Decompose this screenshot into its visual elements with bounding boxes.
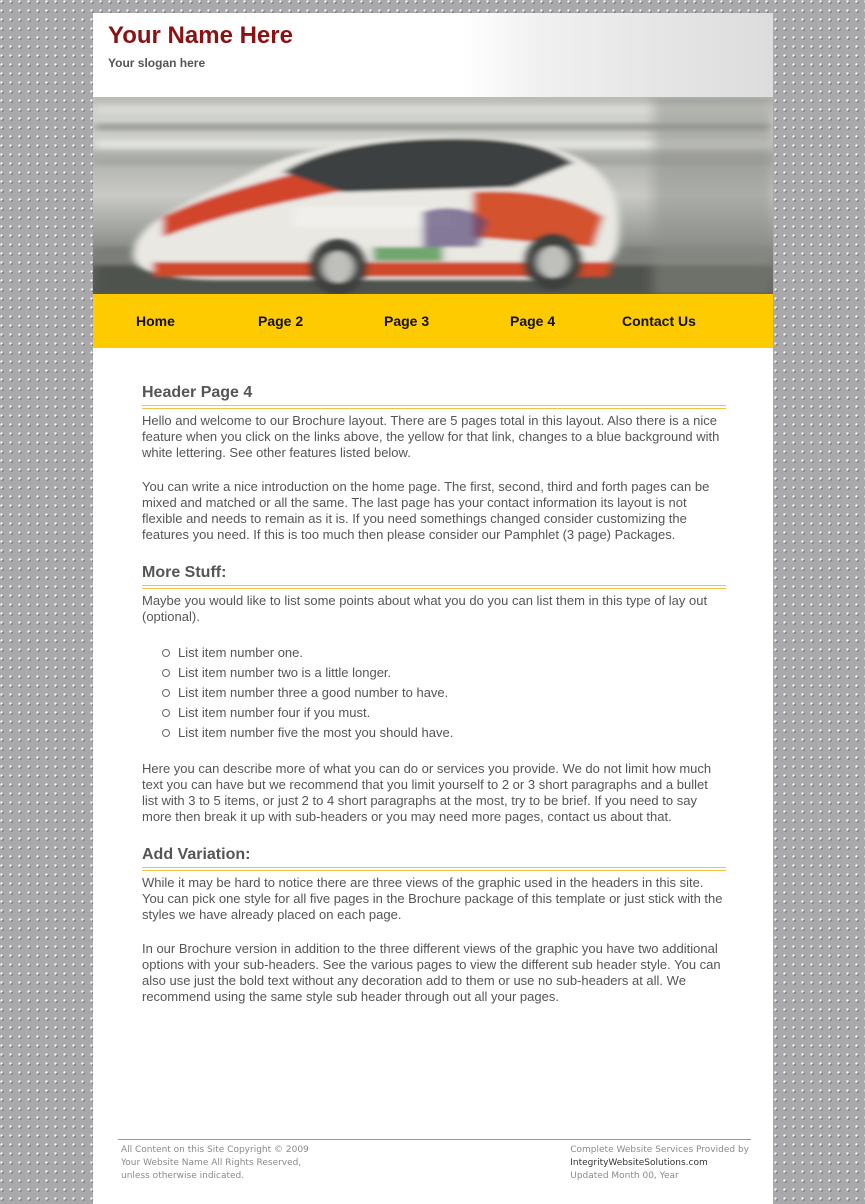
- site-header: [93, 13, 773, 97]
- circle-bullet-icon: [162, 709, 170, 717]
- site-footer: [118, 1139, 751, 1181]
- header-banner-image: [93, 97, 773, 294]
- footer-copyright-line: All Content on this Site Copyright © 2009: [121, 1145, 309, 1155]
- section-title-add-variation: Add Variation:: [142, 845, 726, 871]
- race-car-illustration: [93, 97, 773, 294]
- more-stuff-intro: Maybe you would like to list some points about what you do you can list them in this type of lay out (optional).: [142, 593, 708, 624]
- list-item: [162, 663, 726, 683]
- circle-bullet-icon: [162, 649, 170, 657]
- nav-page-2[interactable]: Page 2: [258, 313, 304, 329]
- nav-home[interactable]: Home: [136, 313, 175, 329]
- variation-paragraph: While it may be hard to notice there are three views of the graphic used in the headers in this site. You can pick one style for all five pages in the Brochure package of this template or just stick with the styles we have already placed on each page.: [142, 875, 723, 922]
- list-item: [162, 683, 726, 703]
- site-name: Your Name Here: [108, 22, 293, 49]
- section-title-header-page-4: Header Page 4: [142, 383, 726, 409]
- nav-page-3[interactable]: Page 3: [384, 313, 430, 329]
- intro-paragraph: You can write a nice introduction on the home page. The first, second, third and forth pages can be mixed and matched or all the same. The last page has your contact information its layout is not flexible and needs to remain as it is. If you need somethings changed consider customizing the features you need. If this is too much then please consider our Pamphlet (3 page) Packages.: [142, 479, 710, 542]
- list-item-text: List item number one.: [178, 645, 304, 660]
- footer-copyright: [121, 1144, 309, 1183]
- list-item: [162, 643, 726, 663]
- footer-updated-line: Updated Month 00, Year: [570, 1171, 679, 1181]
- list-item-text: List item number three a good number to have.: [178, 685, 449, 700]
- list-item: [162, 703, 726, 723]
- footer-credit-line: Complete Website Services Provided by: [570, 1145, 749, 1155]
- list-item: [162, 723, 726, 743]
- site-slogan: Your slogan here: [108, 56, 206, 70]
- footer-copyright-line: Your Website Name All Rights Reserved,: [121, 1158, 302, 1168]
- page-container: [93, 13, 773, 1204]
- list-item-text: List item number five the most you should have.: [178, 725, 454, 740]
- section-title-more-stuff: More Stuff:: [142, 563, 726, 589]
- intro-paragraph: Hello and welcome to our Brochure layout. There are 5 pages total in this layout. Also there is a nice feature when you click on the links above, the yellow for that link, changes to a blue background with white lettering. See other features listed below.: [142, 413, 720, 460]
- points-list: [142, 643, 726, 743]
- list-item-text: List item number four if you must.: [178, 705, 371, 720]
- footer-credits: [570, 1144, 749, 1183]
- more-stuff-outro: Here you can describe more of what you can do or services you provide. We do not limit how much text you can have but we recommend that you limit yourself to 2 or 3 short paragraphs and a bullet list with 3 to 5 items, or just 2 to 4 short paragraphs at the most, try to be brief. If you need to say more then break it up with sub-headers or you may need more pages, contact us about that.: [142, 761, 712, 824]
- main-content: [142, 383, 726, 1005]
- footer-company-link[interactable]: IntegrityWebsiteSolutions.com: [570, 1158, 708, 1168]
- footer-copyright-line: unless otherwise indicated.: [121, 1171, 245, 1181]
- nav-page-4[interactable]: Page 4: [510, 313, 556, 329]
- variation-paragraph: In our Brochure version in addition to the three different views of the graphic you have two additional options with your sub-headers. See the various pages to view the different sub header style. You can also use just the bold text without any decoration add to them or use no sub-headers at all. We recommend using the same style sub header through out all your pages.: [142, 941, 721, 1004]
- circle-bullet-icon: [162, 729, 170, 737]
- circle-bullet-icon: [162, 669, 170, 677]
- list-item-text: List item number two is a little longer.: [178, 665, 392, 680]
- nav-contact-us[interactable]: Contact Us: [622, 313, 696, 329]
- circle-bullet-icon: [162, 689, 170, 697]
- main-navigation: [93, 294, 773, 348]
